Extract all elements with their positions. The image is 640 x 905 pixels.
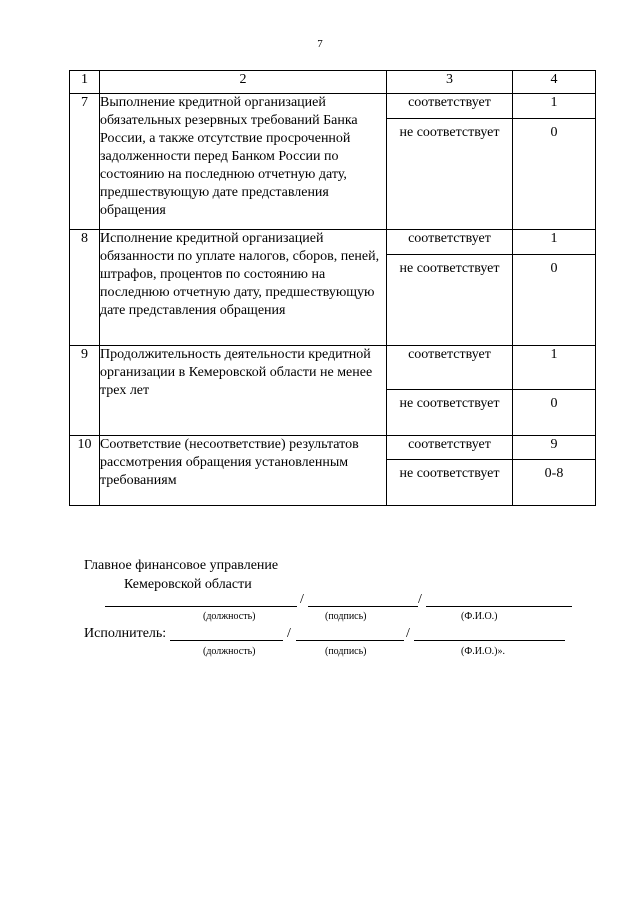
slash-separator: / xyxy=(418,592,422,607)
status-match: соответствует xyxy=(387,436,513,460)
slash-separator: / xyxy=(300,592,304,607)
row-number: 10 xyxy=(70,436,100,506)
status-match: соответствует xyxy=(387,230,513,255)
status-match: соответствует xyxy=(387,94,513,119)
name-caption: (Ф.И.О.) xyxy=(461,611,498,622)
position-line xyxy=(105,606,297,607)
criterion-text: Продолжительность деятельности кредитной организации в Кемеровской области не менее трех лет xyxy=(100,346,387,436)
status-no-match: не соответствует xyxy=(387,460,513,506)
score-match: 1 xyxy=(513,94,596,119)
criterion-text: Выполнение кредитной организацией обязательных резервных требований Банка России, а также отсутствие просроченной задолженности перед Банком России по состоянию на последнюю отчетную дату, предшествующую дате представления обращения xyxy=(100,94,387,230)
row-number: 7 xyxy=(70,94,100,230)
header-cell-4: 4 xyxy=(513,71,596,94)
header-cell-1: 1 xyxy=(70,71,100,94)
executor-signature-caption: (подпись) xyxy=(325,646,367,657)
executor-signature-line xyxy=(296,640,404,641)
org-name-line2: Кемеровской области xyxy=(124,577,252,592)
score-match: 1 xyxy=(513,230,596,255)
page-number: 7 xyxy=(317,38,323,50)
table-row xyxy=(70,346,596,390)
signature-caption: (подпись) xyxy=(325,611,367,622)
row-number: 9 xyxy=(70,346,100,436)
table-header-row xyxy=(70,71,596,94)
score-match: 1 xyxy=(513,346,596,390)
name-line xyxy=(426,606,572,607)
header-cell-3: 3 xyxy=(387,71,513,94)
score-no-match: 0 xyxy=(513,119,596,230)
header-cell-2: 2 xyxy=(100,71,387,94)
score-no-match: 0 xyxy=(513,255,596,346)
executor-name-caption: (Ф.И.О.)». xyxy=(461,646,506,657)
status-no-match: не соответствует xyxy=(387,390,513,436)
criterion-text: Исполнение кредитной организацией обязанности по уплате налогов, сборов, пеней, штрафов, процентов по состоянию на последнюю отчетную дату, предшествующую дате представления обращения xyxy=(100,230,387,346)
executor-label: Исполнитель: xyxy=(84,626,167,641)
table-row xyxy=(70,230,596,255)
score-no-match: 0-8 xyxy=(513,460,596,506)
slash-separator: / xyxy=(406,626,410,641)
criterion-text: Соответствие (несоответствие) результатов рассмотрения обращения установленным требованиям xyxy=(100,436,387,506)
executor-name-line xyxy=(414,640,565,641)
table-row xyxy=(70,436,596,460)
signature-line xyxy=(308,606,418,607)
score-no-match: 0 xyxy=(513,390,596,436)
status-match: соответствует xyxy=(387,346,513,390)
status-no-match: не соответствует xyxy=(387,255,513,346)
table-row xyxy=(70,94,596,119)
status-no-match: не соответствует xyxy=(387,119,513,230)
slash-separator: / xyxy=(287,626,291,641)
executor-position-line xyxy=(170,640,283,641)
criteria-table xyxy=(69,70,596,506)
position-caption: (должность) xyxy=(203,611,256,622)
org-name-line1: Главное финансовое управление xyxy=(84,558,279,573)
executor-position-caption: (должность) xyxy=(203,646,256,657)
row-number: 8 xyxy=(70,230,100,346)
score-match: 9 xyxy=(513,436,596,460)
